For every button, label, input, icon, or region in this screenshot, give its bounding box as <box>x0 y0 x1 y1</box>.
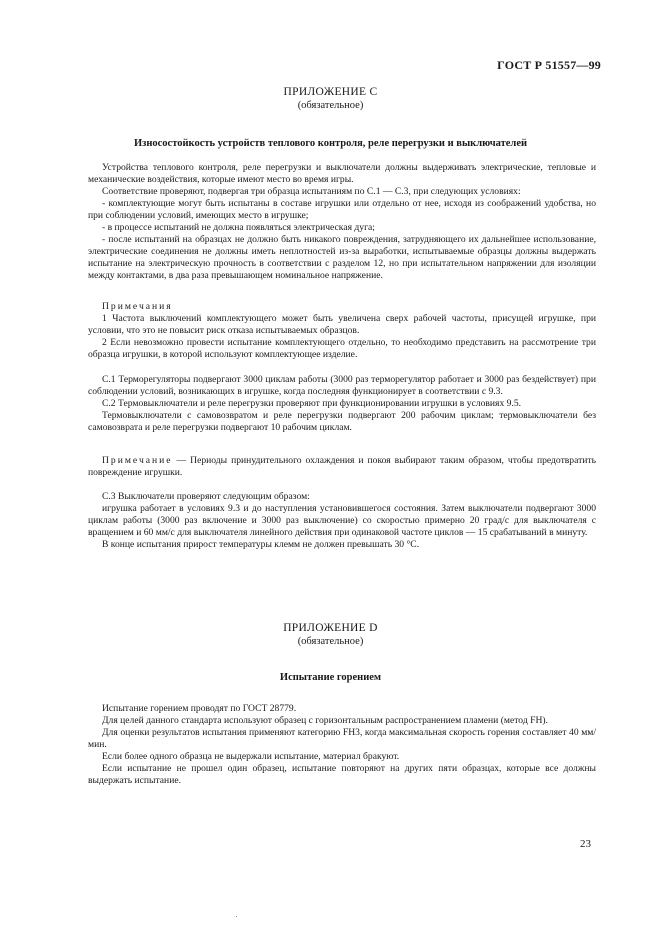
appendix-c-c1-c2 <box>88 374 596 434</box>
paragraph: Испытание горением проводят по ГОСТ 28779. <box>102 703 297 714</box>
paragraph: - комплектующие могут быть испытаны в составе игрушки или отдельно от нее, исходя из соображений удобства, но при соблюдении условий, имеющих место в игрушке; <box>88 198 596 221</box>
document-code: ГОСТ Р 51557—99 <box>497 58 601 72</box>
appendix-c-intro <box>88 162 596 282</box>
paragraph: В конце испытания прирост температуры клемм не должен превышать 30 °С. <box>102 539 420 550</box>
appendix-c-note: (обязательное) <box>297 100 364 111</box>
appendix-c-note2 <box>88 455 596 479</box>
scan-speck <box>236 916 237 917</box>
paragraph: С.1 Терморегуляторы подвергают 3000 циклам работы (3000 раз терморегулятор работает и 3000 раз бездействует) при соблюдении условий, возникающих в игрушке, когда последняя функционирует в соответствии с 9.3. <box>88 374 596 397</box>
paragraph: С.3 Выключатели проверяют следующим образом: <box>102 491 310 502</box>
appendix-d-heading: Испытание горением <box>279 672 382 683</box>
page-number: 23 <box>580 838 591 850</box>
paragraph: - после испытаний на образцах не должно быть никакого повреждения, затрудняющего их дальнейшее использование, электрические соединения не должны иметь неплотностей из-за выработки, испытываемые образцы должны выдержать испытание на электрическую прочность в соответствии с разделом 12, но при испытательном напряжении для изоляции между контактами, в два раза превышающем номинальное напряжение. <box>88 234 596 281</box>
paragraph: Если испытание не прошел один образец, испытание повторяют на других пяти образцах, которые все должны выдержать испытание. <box>88 763 596 786</box>
note-item: 1 Частота выключений комплектующего может быть увеличена сверх рабочей частоты, присущей игрушке, при условии, что это не повысит риск отказа испытываемых образцов. <box>88 313 596 336</box>
appendix-c-heading: Износостойкость устройств теплового контроля, реле перегрузки и выключателей <box>133 138 528 149</box>
note2-label: Примечание <box>102 455 173 466</box>
paragraph: Для целей данного стандарта используют образец с горизонтальным распространением пламени (метод FH). <box>102 715 548 726</box>
note-item: 2 Если невозможно провести испытание комплектующего отдельно, то необходимо представить на рассмотрение три образца игрушки, в которой используют комплектующее изделие. <box>88 337 596 360</box>
appendix-d-note: (обязательное) <box>297 636 364 647</box>
paragraph: Устройства теплового контроля, реле перегрузки и выключатели должны выдерживать электрические, тепловые и механические воздействия, которые имеют место во время игры. <box>88 162 596 185</box>
paragraph: Для оценки результатов испытания применяют категорию FH3, когда максимальная скорость горения составляет 40 мм/мин. <box>88 727 596 750</box>
appendix-d-title: ПРИЛОЖЕНИЕ D <box>283 622 378 634</box>
notes-label: Примечания <box>102 301 173 312</box>
note2-text: — Периоды принудительного охлаждения и покоя выбирают таким образом, чтобы предотвратить повреждение игрушки. <box>88 455 596 478</box>
paragraph: Если более одного образца не выдержали испытание, материал бракуют. <box>102 751 400 762</box>
appendix-c-title: ПРИЛОЖЕНИЕ С <box>283 86 378 98</box>
paragraph: игрушка работает в условиях 9.3 и до наступления установившегося состояния. Затем выключатели подвергают 3000 циклам работы (3000 раз включение и 3000 раз выключение) со скоростью примерно 20 град/с для выключателя с вращением и 60 мм/с для выключателя линейного действия при одинаковой частоте циклов — 15 срабатываний в минуту. <box>88 503 596 538</box>
paragraph: Соответствие проверяют, подвергая три образца испытаниям по С.1 — С.3, при следующих условиях: <box>102 186 521 197</box>
appendix-c-c3 <box>88 491 596 551</box>
paragraph: Термовыключатели с самовозвратом и реле перегрузки подвергают 200 рабочим циклам; термовыключатели без самовозврата и реле перегрузки подвергают 10 рабочим циклам. <box>88 410 596 433</box>
paragraph: - в процессе испытаний не должна появляться электрическая дуга; <box>102 222 375 233</box>
appendix-c-notes <box>88 301 596 361</box>
appendix-d-body <box>88 703 596 787</box>
paragraph: С.2 Термовыключатели и реле перегрузки проверяют при функционировании игрушки в условиях 9.5. <box>102 398 522 409</box>
